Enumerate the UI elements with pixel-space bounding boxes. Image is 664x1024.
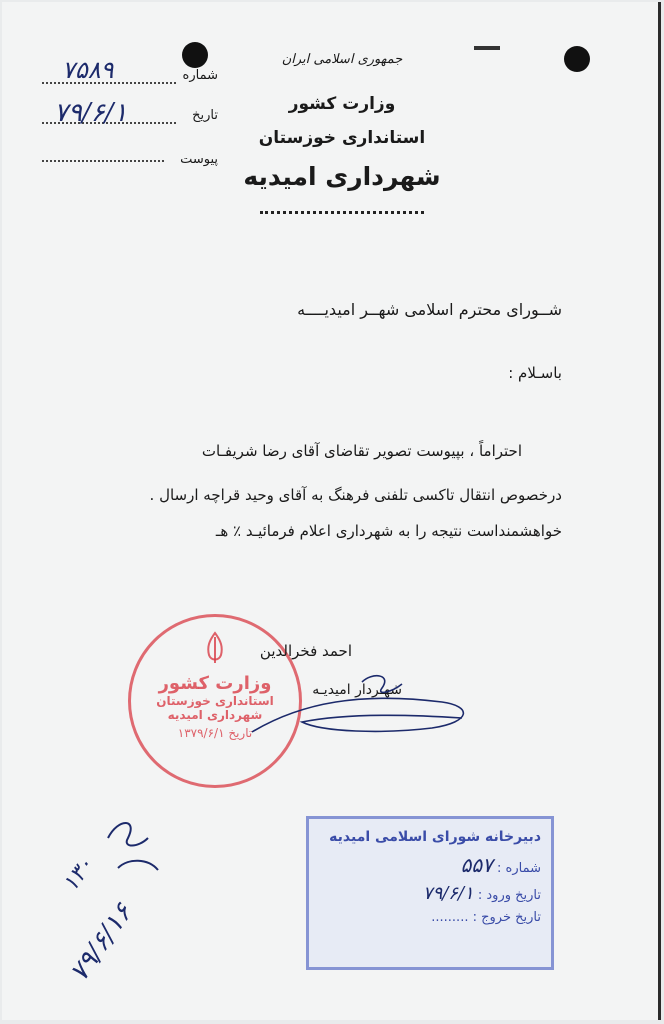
- stamp-municipality: شهرداری امیدیه: [167, 708, 263, 722]
- addressee: شــورای محترم اسلامی شهــر امیدیــــه: [297, 300, 562, 319]
- register-entry-row: [309, 877, 551, 904]
- signer-name: احمد فخرالدین: [259, 642, 352, 660]
- council-register-stamp: [306, 816, 554, 970]
- province-title: استانداری خوزستان: [258, 128, 426, 148]
- scan-mark: [474, 46, 500, 50]
- number-value: ۷۵۸۹: [62, 56, 114, 84]
- date-value: ۷۹/۶/۱: [54, 98, 128, 128]
- date-label: تاریخ: [192, 108, 218, 123]
- letter-page: [2, 2, 661, 1020]
- body-line-2: درخصوص انتقال تاکسی تلفنی فرهنگ به آقای وحید قراچه ارسال .: [149, 486, 562, 504]
- municipality-title: شهرداری امیدیه: [243, 162, 441, 191]
- register-number-value: ۵۵۷: [460, 853, 493, 877]
- register-entry-value: ۷۹/۶/۱: [422, 883, 474, 904]
- stamp-date: تاریخ ۱۳۷۹/۶/۱: [177, 726, 253, 740]
- register-entry-label: تاریخ ورود :: [477, 888, 541, 903]
- signer-title: شهـردار امیدیـه: [312, 682, 402, 698]
- register-number-row: [309, 845, 551, 877]
- register-exit-label: تاریخ خروج :: [472, 910, 541, 925]
- signature-scribble: [242, 662, 482, 752]
- handwritten-initials: [98, 808, 178, 888]
- register-exit-row: تاریخ خروج : .........: [431, 910, 541, 925]
- ministry-title: وزارت کشور: [288, 94, 396, 114]
- emblem-icon: [195, 629, 235, 669]
- handwritten-note-date: ۷۹/۶/۱۶: [64, 898, 139, 988]
- body-line-1: احتراماً ، بپیوست تصویر تقاضای آقای رضا شریفـات: [201, 442, 522, 460]
- attachment-line: [42, 160, 164, 162]
- stamp-ministry: وزارت کشور: [158, 673, 272, 694]
- greeting: باسـلام :: [508, 364, 562, 382]
- header-divider: [260, 208, 424, 214]
- punch-hole-right: [564, 46, 590, 72]
- attachment-label: پیوست: [180, 152, 218, 167]
- register-title: دبیرخانه شورای اسلامی امیدیه: [329, 829, 541, 845]
- republic-title: جمهوری اسلامی ایران: [281, 52, 403, 67]
- register-number-label: شماره :: [497, 861, 541, 876]
- stamp-province: استانداری خوزستان: [156, 694, 274, 708]
- handwritten-note-number: ۱۳۰: [58, 852, 99, 897]
- number-label: شماره: [182, 68, 218, 83]
- body-line-3: خواهشمنداست نتیجه را به شهرداری اعلام فرمائیـد ٪ هـ: [215, 522, 562, 540]
